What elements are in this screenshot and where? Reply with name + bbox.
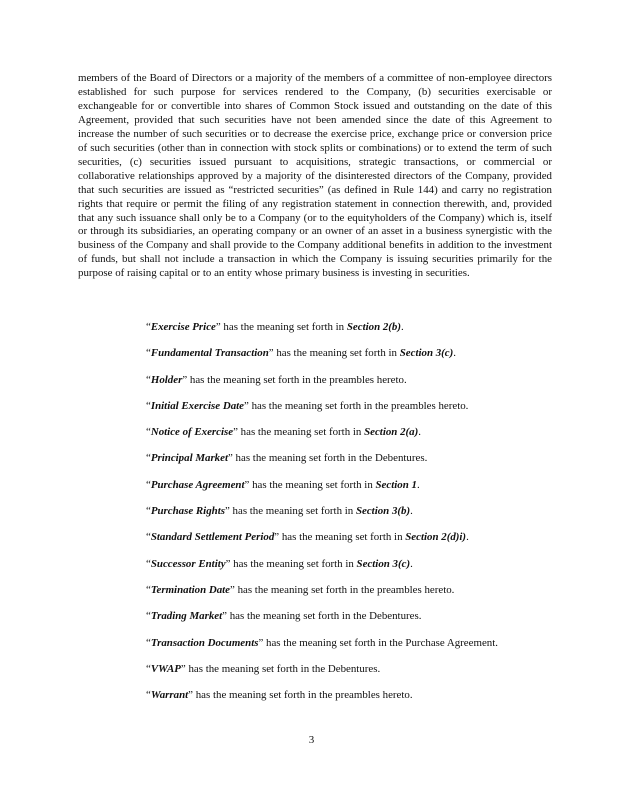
- open-quote: “: [146, 531, 151, 544]
- defined-term: Standard Settlement Period: [150, 531, 275, 544]
- definition-item: [146, 688, 498, 714]
- definition-text: ” has the meaning set forth in: [233, 426, 365, 439]
- defined-term: Exercise Price: [150, 321, 216, 333]
- defined-term: Fundamental Transaction: [150, 347, 269, 360]
- definition-item: [146, 583, 498, 609]
- open-quote: “: [146, 452, 151, 465]
- definition-text: ” has the meaning set forth in the preambles hereto.: [244, 399, 469, 412]
- defined-term: Warrant: [150, 689, 189, 702]
- defined-term: Holder: [150, 373, 183, 386]
- defined-term: Purchase Rights: [150, 505, 225, 518]
- definition-item: [146, 609, 498, 635]
- defined-term: VWAP: [150, 662, 181, 675]
- defined-term: Initial Exercise Date: [150, 399, 245, 412]
- definition-item: [146, 451, 498, 477]
- open-quote: “: [146, 505, 151, 518]
- definition-text: ” has the meaning set forth in: [244, 478, 376, 491]
- definition-item: [146, 504, 498, 530]
- definition-item: [146, 399, 498, 425]
- definition-text: ” has the meaning set forth in: [225, 557, 357, 570]
- definition-text: ” has the meaning set forth in the Debentures.: [180, 662, 381, 675]
- section-reference: Section 3(c): [356, 557, 411, 570]
- definition-text: ” has the meaning set forth in the Purchase Agreement.: [258, 636, 498, 649]
- open-quote: “: [146, 347, 151, 360]
- open-quote: “: [146, 610, 151, 623]
- definition-end: .: [401, 321, 404, 333]
- definition-end: .: [416, 478, 420, 491]
- open-quote: “: [146, 662, 151, 675]
- definition-text: ” has the meaning set forth in the Debentures.: [222, 610, 422, 623]
- defined-term: Successor Entity: [150, 557, 226, 570]
- open-quote: “: [146, 689, 151, 702]
- definition-end: .: [418, 426, 421, 439]
- section-reference: Section 2(d)i): [405, 531, 467, 544]
- definition-text: ” has the meaning set forth in: [215, 321, 347, 333]
- definitions-list: [146, 320, 498, 714]
- open-quote: “: [146, 583, 151, 596]
- opening-paragraph: members of the Board of Directors or a majority of the members of a committee of non-employee directors established for such purpose for services rendered to the Company, (b) securities exercisable or exchangeable for or convertible into shares of Common Stock issued and outstanding on the date of this Agreement, provided that such securities have not been amended since the date of this Agreement to increase the number of such securities or to decrease the exercise price, exchange price or conversion price of such securities (other than in connection with stock splits or combinations) or to extend the term of such securities, (c) securities issued pursuant to acquisitions, strategic transactions, or commercial or collaborative relationships approved by a majority of the disinterested directors of the Company, provided that such securities are issued as “restricted securities” (as defined in Rule 144) and carry no registration rights that require or permit the filing of any registration statement in connection therewith, and, provided that any such issuance shall only be to a Company (or to the equityholders of the Company) which is, itself or through its subsidiaries, an operating company or an owner of an asset in a business synergistic with the business of the Company and shall provide to the Company additional benefits in addition to the investment of funds, but shall not include a transaction in which the Company is issuing securities primarily for the purpose of raising capital or to an entity whose primary business is investing in securities.: [78, 72, 552, 280]
- definition-item: [146, 557, 498, 583]
- definition-item: [146, 636, 498, 662]
- open-quote: “: [146, 321, 151, 333]
- defined-term: Transaction Documents: [150, 636, 259, 649]
- defined-term: Trading Market: [150, 610, 223, 623]
- definition-end: .: [466, 531, 469, 544]
- definition-end: .: [410, 557, 413, 570]
- definition-end: .: [453, 347, 457, 360]
- page-number: 3: [308, 734, 315, 746]
- defined-term: Principal Market: [150, 452, 228, 465]
- definition-text: ” has the meaning set forth in: [268, 347, 400, 360]
- definition-item: [146, 425, 498, 451]
- defined-term: Purchase Agreement: [150, 478, 245, 491]
- definition-item: [146, 478, 498, 504]
- section-reference: Section 2(b): [346, 321, 401, 333]
- open-quote: “: [146, 373, 151, 386]
- definition-text: ” has the meaning set forth in: [224, 505, 356, 518]
- section-reference: Section 3(c): [399, 347, 454, 360]
- definition-text: ” has the meaning set forth in: [274, 531, 406, 544]
- section-reference: Section 3(b): [355, 505, 411, 518]
- definition-item: [146, 320, 498, 346]
- open-quote: “: [146, 399, 151, 412]
- definition-text: ” has the meaning set forth in the preambles hereto.: [188, 689, 413, 702]
- definition-text: ” has the meaning set forth in the Debentures.: [228, 452, 428, 465]
- section-reference: Section 1: [375, 478, 417, 491]
- section-reference: Section 2(a): [364, 426, 419, 439]
- defined-term: Termination Date: [150, 583, 231, 596]
- open-quote: “: [146, 478, 151, 491]
- open-quote: “: [146, 636, 151, 649]
- definition-item: [146, 530, 498, 556]
- definition-item: [146, 662, 498, 688]
- open-quote: “: [146, 557, 151, 570]
- defined-term: Notice of Exercise: [150, 426, 234, 439]
- definition-item: [146, 346, 498, 372]
- definition-item: [146, 373, 498, 399]
- definition-text: ” has the meaning set forth in the preambles hereto.: [182, 373, 407, 386]
- definition-end: .: [410, 505, 413, 518]
- open-quote: “: [146, 426, 151, 439]
- definition-text: ” has the meaning set forth in the preambles hereto.: [230, 583, 455, 596]
